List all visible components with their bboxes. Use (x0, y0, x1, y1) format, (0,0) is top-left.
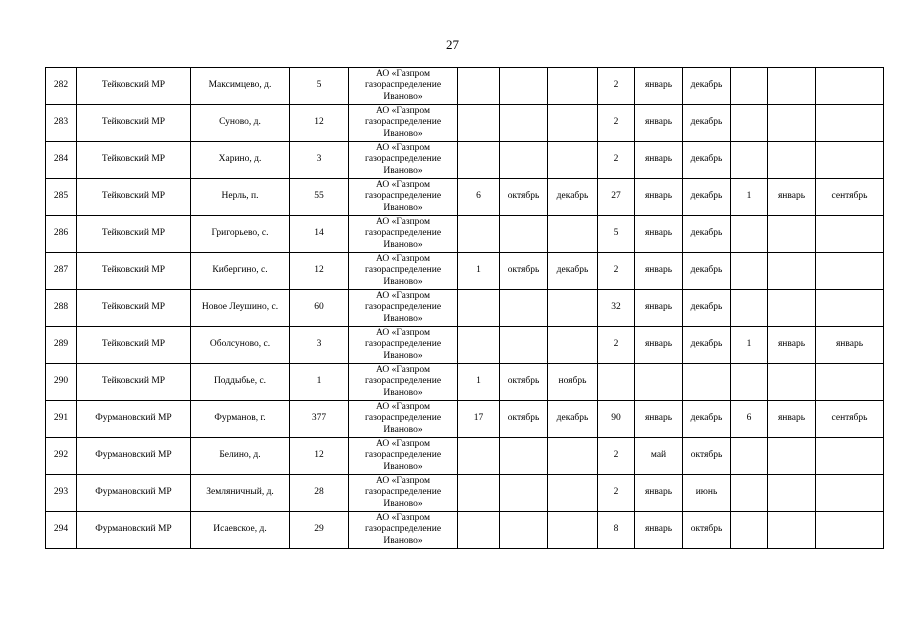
count-cell: 14 (290, 216, 349, 253)
stage2-start-month-cell: январь (635, 290, 683, 327)
organization-line: газораспределение (364, 265, 442, 276)
stage2-count-cell: 32 (598, 290, 635, 327)
row-number-cell: 286 (46, 216, 77, 253)
row-number-cell: 291 (46, 401, 77, 438)
organization-line: АО «Газпром (375, 475, 430, 486)
stage2-end-month-cell: октябрь (683, 438, 731, 475)
organization-line: АО «Газпром (375, 512, 430, 523)
organization-cell (349, 105, 458, 142)
row-number-cell: 283 (46, 105, 77, 142)
stage3-count-cell (731, 438, 768, 475)
stage3-end-month-cell (816, 475, 884, 512)
table-row (46, 253, 884, 290)
stage2-end-month-cell: октябрь (683, 512, 731, 549)
table-row (46, 290, 884, 327)
stage2-end-month-cell: декабрь (683, 68, 731, 105)
stage3-end-month-cell: сентябрь (816, 179, 884, 216)
organization-line: Иваново» (383, 165, 423, 176)
stage2-end-month-cell: декабрь (683, 105, 731, 142)
stage2-count-cell: 2 (598, 475, 635, 512)
organization-line: Иваново» (383, 350, 423, 361)
row-number-cell: 282 (46, 68, 77, 105)
stage1-end-month-cell (548, 475, 598, 512)
organization-line: АО «Газпром (375, 253, 430, 264)
stage1-start-month-cell (500, 290, 548, 327)
stage3-count-cell: 1 (731, 179, 768, 216)
stage2-start-month-cell: январь (635, 253, 683, 290)
stage3-end-month-cell (816, 253, 884, 290)
district-cell: Тейковский МР (77, 68, 191, 105)
stage2-count-cell: 2 (598, 142, 635, 179)
row-number-cell: 290 (46, 364, 77, 401)
stage3-start-month-cell (768, 438, 816, 475)
count-cell: 3 (290, 142, 349, 179)
organization-cell (349, 142, 458, 179)
organization-line: АО «Газпром (375, 438, 430, 449)
count-cell: 55 (290, 179, 349, 216)
organization-cell (349, 512, 458, 549)
district-cell: Тейковский МР (77, 327, 191, 364)
stage3-start-month-cell (768, 142, 816, 179)
stage1-end-month-cell: декабрь (548, 253, 598, 290)
table-row (46, 364, 884, 401)
row-number-cell: 294 (46, 512, 77, 549)
stage2-count-cell: 8 (598, 512, 635, 549)
stage1-end-month-cell (548, 438, 598, 475)
organization-line: Иваново» (383, 128, 423, 139)
organization-line: АО «Газпром (375, 179, 430, 190)
district-cell: Тейковский МР (77, 216, 191, 253)
stage1-start-month-cell: октябрь (500, 364, 548, 401)
organization-line: газораспределение (364, 339, 442, 350)
count-cell: 377 (290, 401, 349, 438)
organization-line: АО «Газпром (375, 290, 430, 301)
stage2-start-month-cell: январь (635, 68, 683, 105)
organization-line: АО «Газпром (375, 216, 430, 227)
stage3-start-month-cell (768, 105, 816, 142)
stage3-end-month-cell (816, 105, 884, 142)
stage1-count-cell (458, 105, 500, 142)
stage3-start-month-cell (768, 475, 816, 512)
organization-line: газораспределение (364, 80, 442, 91)
page-number: 27 (446, 37, 459, 52)
district-cell: Тейковский МР (77, 253, 191, 290)
settlement-cell: Новое Леушино, с. (191, 290, 290, 327)
organization-line: газораспределение (364, 117, 442, 128)
organization-cell (349, 216, 458, 253)
organization-line: Иваново» (383, 91, 423, 102)
stage1-count-cell: 6 (458, 179, 500, 216)
stage2-end-month-cell: декабрь (683, 327, 731, 364)
stage3-start-month-cell: январь (768, 179, 816, 216)
stage3-count-cell (731, 105, 768, 142)
stage3-count-cell (731, 290, 768, 327)
stage2-count-cell: 2 (598, 327, 635, 364)
stage3-count-cell: 6 (731, 401, 768, 438)
stage1-count-cell (458, 216, 500, 253)
organization-line: АО «Газпром (375, 68, 430, 79)
stage3-start-month-cell (768, 512, 816, 549)
stage3-start-month-cell (768, 68, 816, 105)
stage3-start-month-cell (768, 253, 816, 290)
organization-line: газораспределение (364, 228, 442, 239)
stage3-count-cell (731, 68, 768, 105)
district-cell: Тейковский МР (77, 290, 191, 327)
stage1-end-month-cell (548, 327, 598, 364)
stage2-start-month-cell (635, 364, 683, 401)
organization-cell (349, 68, 458, 105)
organization-line: газораспределение (364, 191, 442, 202)
count-cell: 12 (290, 253, 349, 290)
stage2-end-month-cell: декабрь (683, 179, 731, 216)
stage1-start-month-cell (500, 438, 548, 475)
stage1-count-cell: 1 (458, 253, 500, 290)
table-row (46, 216, 884, 253)
organization-cell (349, 475, 458, 512)
count-cell: 29 (290, 512, 349, 549)
stage2-count-cell: 2 (598, 105, 635, 142)
stage1-count-cell (458, 475, 500, 512)
organization-line: Иваново» (383, 313, 423, 324)
organization-cell (349, 327, 458, 364)
stage2-start-month-cell: январь (635, 216, 683, 253)
stage1-start-month-cell: октябрь (500, 253, 548, 290)
stage3-start-month-cell (768, 364, 816, 401)
stage2-end-month-cell: декабрь (683, 401, 731, 438)
row-number-cell: 293 (46, 475, 77, 512)
settlement-cell: Белино, д. (191, 438, 290, 475)
organization-line: АО «Газпром (375, 142, 430, 153)
stage1-count-cell (458, 68, 500, 105)
table-row (46, 68, 884, 105)
stage2-end-month-cell: декабрь (683, 253, 731, 290)
stage1-end-month-cell: декабрь (548, 401, 598, 438)
stage2-end-month-cell: декабрь (683, 290, 731, 327)
stage1-count-cell: 17 (458, 401, 500, 438)
stage3-end-month-cell (816, 68, 884, 105)
organization-cell (349, 364, 458, 401)
stage3-start-month-cell (768, 290, 816, 327)
organization-line: Иваново» (383, 424, 423, 435)
stage1-count-cell: 1 (458, 364, 500, 401)
table-row (46, 142, 884, 179)
stage3-start-month-cell: январь (768, 327, 816, 364)
organization-line: Иваново» (383, 276, 423, 287)
district-cell: Фурмановский МР (77, 438, 191, 475)
stage1-end-month-cell: ноябрь (548, 364, 598, 401)
table-row (46, 105, 884, 142)
table-row (46, 327, 884, 364)
organization-line: АО «Газпром (375, 105, 430, 116)
stage3-count-cell (731, 475, 768, 512)
settlement-cell: Харино, д. (191, 142, 290, 179)
stage1-start-month-cell (500, 68, 548, 105)
count-cell: 12 (290, 105, 349, 142)
district-cell: Тейковский МР (77, 105, 191, 142)
organization-line: АО «Газпром (375, 401, 430, 412)
count-cell: 1 (290, 364, 349, 401)
stage3-count-cell (731, 512, 768, 549)
stage2-start-month-cell: январь (635, 475, 683, 512)
stage3-end-month-cell (816, 142, 884, 179)
stage1-end-month-cell (548, 142, 598, 179)
table-row (46, 512, 884, 549)
stage1-start-month-cell: октябрь (500, 401, 548, 438)
organization-cell (349, 253, 458, 290)
settlement-cell: Нерль, п. (191, 179, 290, 216)
row-number-cell: 287 (46, 253, 77, 290)
district-cell: Тейковский МР (77, 142, 191, 179)
row-number-cell: 289 (46, 327, 77, 364)
stage2-count-cell: 27 (598, 179, 635, 216)
stage3-end-month-cell (816, 512, 884, 549)
stage3-count-cell (731, 364, 768, 401)
row-number-cell: 285 (46, 179, 77, 216)
settlement-cell: Поддыбье, с. (191, 364, 290, 401)
count-cell: 60 (290, 290, 349, 327)
settlement-cell: Максимцево, д. (191, 68, 290, 105)
organization-line: Иваново» (383, 387, 423, 398)
stage3-end-month-cell (816, 216, 884, 253)
stage2-end-month-cell: декабрь (683, 142, 731, 179)
stage1-end-month-cell (548, 68, 598, 105)
settlement-cell: Григорьево, с. (191, 216, 290, 253)
stage2-start-month-cell: январь (635, 142, 683, 179)
stage1-start-month-cell (500, 142, 548, 179)
organization-cell (349, 438, 458, 475)
organization-line: Иваново» (383, 498, 423, 509)
table-row (46, 475, 884, 512)
stage1-start-month-cell (500, 512, 548, 549)
stage1-start-month-cell (500, 475, 548, 512)
stage3-count-cell: 1 (731, 327, 768, 364)
stage2-end-month-cell (683, 364, 731, 401)
row-number-cell: 292 (46, 438, 77, 475)
stage2-end-month-cell: июнь (683, 475, 731, 512)
stage3-end-month-cell (816, 364, 884, 401)
stage2-count-cell: 2 (598, 253, 635, 290)
row-number-cell: 284 (46, 142, 77, 179)
stage1-end-month-cell: декабрь (548, 179, 598, 216)
district-cell: Фурмановский МР (77, 475, 191, 512)
stage1-count-cell (458, 142, 500, 179)
district-cell: Тейковский МР (77, 179, 191, 216)
table-row (46, 401, 884, 438)
stage2-end-month-cell: декабрь (683, 216, 731, 253)
stage1-end-month-cell (548, 512, 598, 549)
organization-line: газораспределение (364, 487, 442, 498)
stage2-start-month-cell: январь (635, 179, 683, 216)
organization-line: газораспределение (364, 524, 442, 535)
stage2-start-month-cell: январь (635, 327, 683, 364)
stage2-start-month-cell: май (635, 438, 683, 475)
stage3-end-month-cell (816, 290, 884, 327)
stage3-count-cell (731, 216, 768, 253)
stage1-start-month-cell (500, 216, 548, 253)
stage1-count-cell (458, 327, 500, 364)
settlement-cell: Исаевское, д. (191, 512, 290, 549)
organization-line: газораспределение (364, 302, 442, 313)
stage2-count-cell: 5 (598, 216, 635, 253)
stage1-count-cell (458, 290, 500, 327)
stage1-count-cell (458, 438, 500, 475)
stage3-count-cell (731, 142, 768, 179)
organization-cell (349, 290, 458, 327)
stage1-start-month-cell (500, 327, 548, 364)
stage3-end-month-cell (816, 438, 884, 475)
stage2-count-cell: 2 (598, 438, 635, 475)
stage1-end-month-cell (548, 290, 598, 327)
organization-line: АО «Газпром (375, 364, 430, 375)
gasification-schedule-table (45, 67, 884, 549)
organization-cell (349, 401, 458, 438)
table-body (46, 68, 884, 549)
count-cell: 12 (290, 438, 349, 475)
table-row (46, 438, 884, 475)
organization-line: Иваново» (383, 535, 423, 546)
stage2-start-month-cell: январь (635, 105, 683, 142)
district-cell: Фурмановский МР (77, 401, 191, 438)
table-row (46, 179, 884, 216)
count-cell: 5 (290, 68, 349, 105)
settlement-cell: Кибергино, с. (191, 253, 290, 290)
stage2-count-cell: 90 (598, 401, 635, 438)
settlement-cell: Оболсуново, с. (191, 327, 290, 364)
organization-line: Иваново» (383, 239, 423, 250)
stage1-count-cell (458, 512, 500, 549)
settlement-cell: Фурманов, г. (191, 401, 290, 438)
organization-line: АО «Газпром (375, 327, 430, 338)
stage3-end-month-cell: январь (816, 327, 884, 364)
stage1-start-month-cell (500, 105, 548, 142)
stage2-start-month-cell: январь (635, 512, 683, 549)
row-number-cell: 288 (46, 290, 77, 327)
stage3-start-month-cell (768, 216, 816, 253)
settlement-cell: Суново, д. (191, 105, 290, 142)
settlement-cell: Земляничный, д. (191, 475, 290, 512)
stage1-end-month-cell (548, 105, 598, 142)
count-cell: 28 (290, 475, 349, 512)
stage1-end-month-cell (548, 216, 598, 253)
organization-line: Иваново» (383, 461, 423, 472)
stage2-count-cell (598, 364, 635, 401)
organization-line: Иваново» (383, 202, 423, 213)
organization-line: газораспределение (364, 450, 442, 461)
organization-line: газораспределение (364, 376, 442, 387)
stage1-start-month-cell: октябрь (500, 179, 548, 216)
organization-line: газораспределение (364, 413, 442, 424)
stage3-count-cell (731, 253, 768, 290)
stage3-start-month-cell: январь (768, 401, 816, 438)
district-cell: Тейковский МР (77, 364, 191, 401)
count-cell: 3 (290, 327, 349, 364)
district-cell: Фурмановский МР (77, 512, 191, 549)
stage2-count-cell: 2 (598, 68, 635, 105)
organization-cell (349, 179, 458, 216)
organization-line: газораспределение (364, 154, 442, 165)
stage3-end-month-cell: сентябрь (816, 401, 884, 438)
stage2-start-month-cell: январь (635, 401, 683, 438)
